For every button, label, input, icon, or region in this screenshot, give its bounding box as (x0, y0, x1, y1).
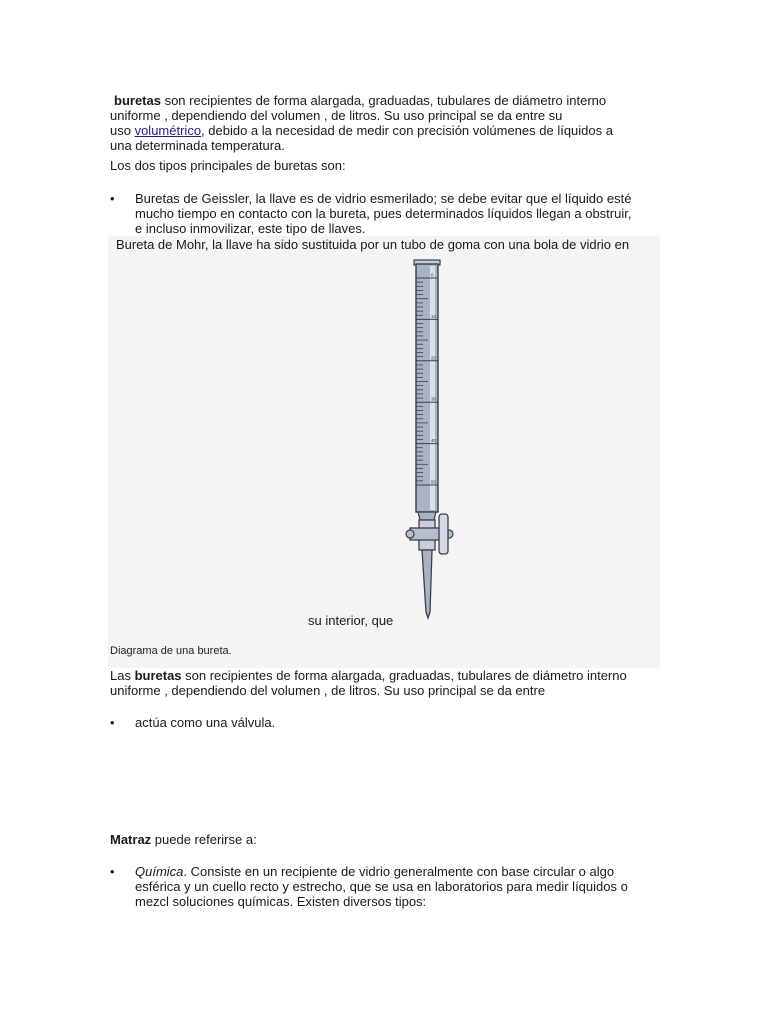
term-buretas: buretas (114, 93, 161, 108)
intro-line-3-pre: uso (110, 123, 135, 138)
bullet-dot: • (110, 191, 115, 206)
burette-highlight (430, 266, 435, 510)
bullet-geissler (110, 191, 670, 237)
burette-tip (422, 550, 432, 618)
term-matraz: Matraz (110, 832, 152, 847)
bullet-quimica-text (135, 864, 628, 909)
geissler-line-2: mucho tiempo en contacto con la bureta, pues determinados líquidos llegan a obstruir, (135, 206, 632, 221)
quimica-line-1-text: . Consiste en un recipiente de vidrio generalmente con base circular o algo (183, 864, 615, 879)
intro-line-4: una determinada temperatura. (110, 138, 285, 153)
bullet-dot: • (110, 864, 115, 879)
graduation-label: 40 (431, 438, 437, 444)
term-quimica: Química (135, 864, 184, 879)
bullet-dot: • (110, 715, 115, 730)
buretas2-line-2: uniforme , dependiendo del volumen , de litros. Su uso principal se da entre (110, 683, 546, 698)
intro-line-3 (110, 123, 670, 138)
mohr-line: Bureta de Mohr, la llave ha sido sustituida por un tubo de goma con una bola de vidrio en (116, 237, 630, 252)
graduation-label: 0 (431, 272, 434, 278)
graduation-label: 30 (431, 396, 437, 402)
figure-caption: Diagrama de una bureta. (110, 645, 232, 657)
burette-figure (108, 236, 660, 668)
stopcock-handle (439, 514, 448, 554)
graduation-label: 50 (431, 479, 437, 485)
buretas2-line-1-text: son recipientes de forma alargada, graduadas, tubulares de diámetro interno (181, 668, 627, 683)
buretas2-line-1 (110, 668, 670, 683)
geissler-line-1: Buretas de Geissler, la llave es de vidrio esmerilado; se debe evitar que el líquido esté (135, 191, 632, 206)
quimica-line-2: esférica y un cuello recto y estrecho, que se usa en laboratorios para medir líquidos o (135, 879, 628, 894)
intro-line-3-post: , debido a la necesidad de medir con precisión volúmenes de líquidos a (201, 123, 613, 138)
matraz-heading-rest: puede referirse a: (151, 832, 257, 847)
bullet-geissler-text (135, 191, 631, 236)
buretas-paragraph-2 (110, 668, 670, 698)
intro-line-2: uniforme , dependiendo del volumen , de litros. Su uso principal se da entre su (110, 108, 563, 123)
buretas2-pre: Las (110, 668, 135, 683)
volumetrico-link[interactable]: volumétrico (134, 123, 202, 138)
quimica-line-3: mezcl soluciones químicas. Existen diversos tipos: (135, 894, 427, 909)
burette-diagram (398, 258, 468, 628)
geissler-line-3: e incluso inmovilizar, este tipo de llaves. (135, 221, 366, 236)
types-heading: Los dos tipos principales de buretas son: (110, 158, 346, 173)
graduation-label: 20 (431, 355, 437, 361)
bullet-quimica (110, 864, 670, 910)
graduation-label: 10 (431, 313, 437, 319)
matraz-heading (110, 832, 257, 847)
bullet-valvula (110, 715, 670, 731)
intro-line-1-text: son recipientes de forma alargada, graduadas, tubulares de diámetro interno (160, 93, 607, 108)
burette-neck (418, 512, 436, 520)
quimica-line-1 (135, 864, 628, 879)
stopcock-key-left (406, 530, 414, 538)
bullet-valvula-text: actúa como una válvula. (135, 715, 276, 730)
intro-line-1 (110, 93, 670, 108)
interior-text: su interior, que (308, 613, 394, 628)
intro-paragraph (110, 93, 670, 153)
term-buretas-2: buretas (134, 668, 182, 683)
